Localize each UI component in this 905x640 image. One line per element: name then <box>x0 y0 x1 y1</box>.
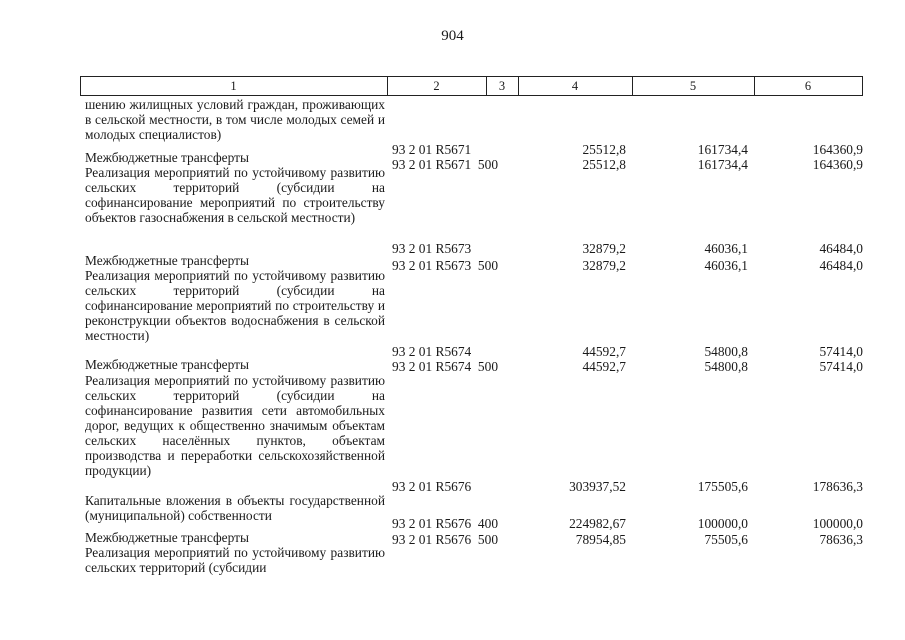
page-number: 904 <box>441 28 464 44</box>
amount-col-5: 161734,4 <box>697 157 748 172</box>
amount-col-5: 161734,4 <box>697 142 748 157</box>
amount-col-4: 44592,7 <box>582 344 626 359</box>
amount-col-5: 54800,8 <box>704 344 748 359</box>
amount-col-6: 164360,9 <box>812 157 863 172</box>
table-header-top-rule <box>80 76 863 77</box>
header-col-5: 5 <box>689 79 697 93</box>
header-divider <box>862 76 863 96</box>
row-description: Капитальные вложения в объекты государственной (муниципальной) собственности <box>85 493 385 523</box>
row-description: Межбюджетные трансферты <box>85 357 249 372</box>
row-description: Реализация мероприятий по устойчивому развитию сельских территорий (субсидии на софинансирование мероприятий по строительству и реконструкции объектов водоснабжения в сельской местности) <box>85 268 385 343</box>
header-col-6: 6 <box>804 79 812 93</box>
row-code: 93 2 01 R5676 400 <box>392 516 499 531</box>
row-code: 93 2 01 R5671 500 <box>392 157 499 172</box>
amount-col-4: 224982,67 <box>569 516 626 531</box>
amount-col-6: 178636,3 <box>812 479 863 494</box>
row-code: 93 2 01 R5674 <box>392 344 472 359</box>
amount-col-5: 46036,1 <box>704 241 748 256</box>
amount-col-5: 75505,6 <box>704 532 748 547</box>
amount-col-6: 164360,9 <box>812 142 863 157</box>
amount-col-6: 78636,3 <box>819 532 863 547</box>
header-col-1: 1 <box>230 79 237 93</box>
header-col-3: 3 <box>498 79 506 93</box>
row-code: 93 2 01 R5671 <box>392 142 472 157</box>
row-description: Реализация мероприятий по устойчивому развитию сельских территорий (субсидии <box>85 545 385 575</box>
amount-col-4: 25512,8 <box>582 142 626 157</box>
amount-col-5: 100000,0 <box>697 516 748 531</box>
amount-col-6: 46484,0 <box>819 258 863 273</box>
row-description: шению жилищных условий граждан, проживающих в сельской местности, в том числе молодых семей и молодых специалистов) <box>85 97 385 142</box>
amount-col-4: 25512,8 <box>582 157 626 172</box>
row-description: Межбюджетные трансферты <box>85 530 249 545</box>
amount-col-6: 100000,0 <box>812 516 863 531</box>
amount-col-6: 57414,0 <box>819 344 863 359</box>
header-col-4: 4 <box>571 79 579 93</box>
amount-col-6: 46484,0 <box>819 241 863 256</box>
amount-col-5: 175505,6 <box>697 479 748 494</box>
header-col-2: 2 <box>433 79 440 93</box>
row-description: Межбюджетные трансферты <box>85 150 249 165</box>
row-description: Реализация мероприятий по устойчивому развитию сельских территорий (субсидии на софинансирование развития сети автомобильных дорог, ведущих к общественно значимым объектам сельских населённых пунктов, объектам производства и переработки сельскохозяйственной продукции) <box>85 373 385 478</box>
row-description: Межбюджетные трансферты <box>85 253 249 268</box>
table-header-bottom-rule <box>80 95 863 96</box>
row-code: 93 2 01 R5676 500 <box>392 532 499 547</box>
row-code: 93 2 01 R5673 500 <box>392 258 499 273</box>
row-code: 93 2 01 R5676 <box>392 479 472 494</box>
amount-col-6: 57414,0 <box>819 359 863 374</box>
row-code: 93 2 01 R5673 <box>392 241 472 256</box>
amount-col-4: 78954,85 <box>575 532 626 547</box>
amount-col-5: 54800,8 <box>704 359 748 374</box>
amount-col-5: 46036,1 <box>704 258 748 273</box>
amount-col-4: 303937,52 <box>569 479 626 494</box>
amount-col-4: 32879,2 <box>582 241 626 256</box>
row-description: Реализация мероприятий по устойчивому развитию сельских территорий (субсидии на софинансирование мероприятий по строительству объектов газоснабжения в сельской местности) <box>85 165 385 225</box>
amount-col-4: 44592,7 <box>582 359 626 374</box>
row-code: 93 2 01 R5674 500 <box>392 359 499 374</box>
amount-col-4: 32879,2 <box>582 258 626 273</box>
